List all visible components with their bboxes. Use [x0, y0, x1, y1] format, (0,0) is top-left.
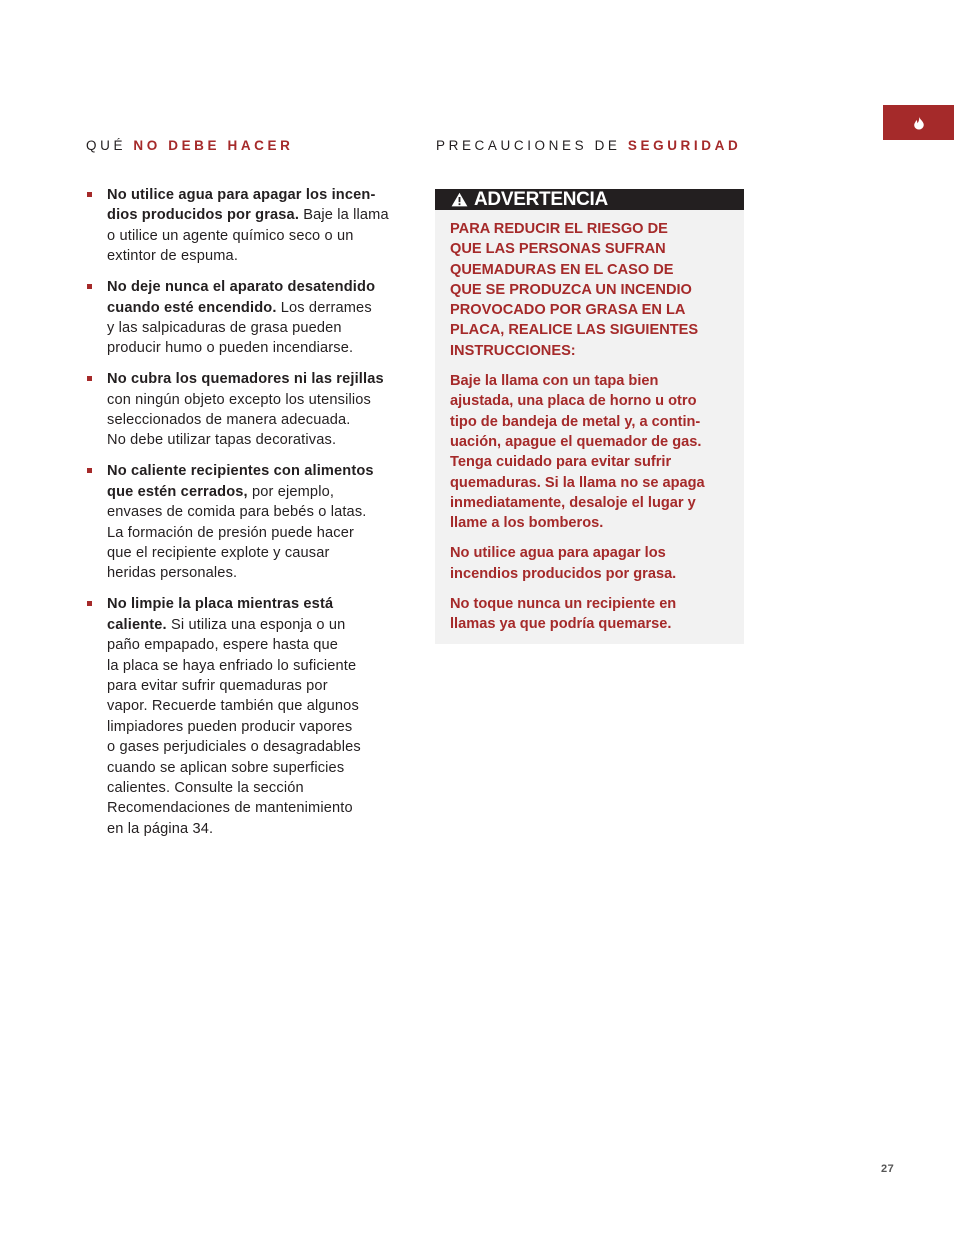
- warning-title: ADVERTENCIA: [474, 188, 608, 210]
- donts-heading-prefix: QUÉ: [86, 138, 127, 153]
- donts-heading-accent: NO DEBE HACER: [133, 138, 294, 153]
- list-item: [86, 461, 408, 583]
- item-text: con ningún objeto excepto los utensilios seleccionados de manera adecuada. No debe utilizar tapas decorativas.: [107, 391, 371, 449]
- safety-heading-prefix: PRECAUCIONES DE: [436, 138, 621, 153]
- list-item: [86, 277, 408, 359]
- donts-heading: [86, 138, 293, 153]
- warning-header: [435, 189, 744, 210]
- item-bold-lead: No utilice agua para apagar los incen- dios producidos por grasa.: [107, 187, 376, 224]
- item-text: por ejemplo, envases de comida para bebés o latas. La formación de presión puede hacer que el recipiente explote y causar heridas personales.: [107, 483, 367, 582]
- warning-paragraph: No toque nunca un recipiente en llamas ya que podría quemarse.: [450, 596, 677, 633]
- square-bullet-icon: [87, 376, 92, 381]
- list-item: [86, 594, 408, 839]
- item-bold-lead: No cubra los quemadores ni las rejillas: [107, 371, 384, 388]
- square-bullet-icon: [87, 192, 92, 197]
- item-text: Baje la llama o utilice un agente químico seco o un extintor de espuma.: [107, 207, 389, 265]
- item-bold-lead: No deje nunca el aparato desatendido cuando esté encendido.: [107, 279, 376, 316]
- square-bullet-icon: [87, 284, 92, 289]
- item-text: Si utiliza una esponja o un paño empapado, espere hasta que la placa se haya enfriado lo suficiente para evitar sufrir quemaduras por vapor. Recuerde también que algunos limpiadores pueden producir vapores o gases perjudiciales o desagradables cuando se aplican sobre superficies calientes. Consulte la sección Recomendaciones de mantenimiento en la página 34.: [107, 616, 361, 837]
- donts-list: [86, 185, 408, 850]
- warning-body: [435, 210, 744, 635]
- item-bold-lead: No caliente recipientes con alimentos que estén cerrados,: [107, 463, 374, 500]
- square-bullet-icon: [87, 601, 92, 606]
- item-text: Los derrames y las salpicaduras de grasa pueden producir humo o pueden incendiarse.: [107, 299, 372, 357]
- list-item: [86, 185, 408, 267]
- list-item: [86, 369, 408, 451]
- safety-heading: [436, 138, 741, 153]
- page-number: 27: [881, 1163, 895, 1175]
- warning-paragraph: Baje la llama con un tapa bien ajustada, una placa de horno u otro tipo de bandeja de metal y, a contin- uación, apague el quemador de gas. Tenga cuidado para evitar sufrir quemaduras. Si la llama no se apaga inmediatamente, desaloje el lugar y llame a los bomberos.: [450, 373, 705, 532]
- item-bold-lead: No limpie la placa mientras está caliente.: [107, 596, 334, 633]
- flame-icon: [913, 116, 925, 130]
- square-bullet-icon: [87, 468, 92, 473]
- section-tab: [883, 105, 954, 140]
- safety-heading-accent: SEGURIDAD: [627, 138, 742, 153]
- warning-paragraph: No utilice agua para apagar los incendios producidos por grasa.: [450, 545, 677, 582]
- warning-box: [435, 189, 744, 644]
- warning-triangle-icon: [451, 192, 468, 207]
- warning-paragraph: PARA REDUCIR EL RIESGO DE QUE LAS PERSONAS SUFRAN QUEMADURAS EN EL CASO DE QUE SE PRODUZCA UN INCENDIO PROVOCADO POR GRASA EN LA PLACA, REALICE LAS SIGUIENTES INSTRUCCIONES:: [450, 221, 699, 359]
